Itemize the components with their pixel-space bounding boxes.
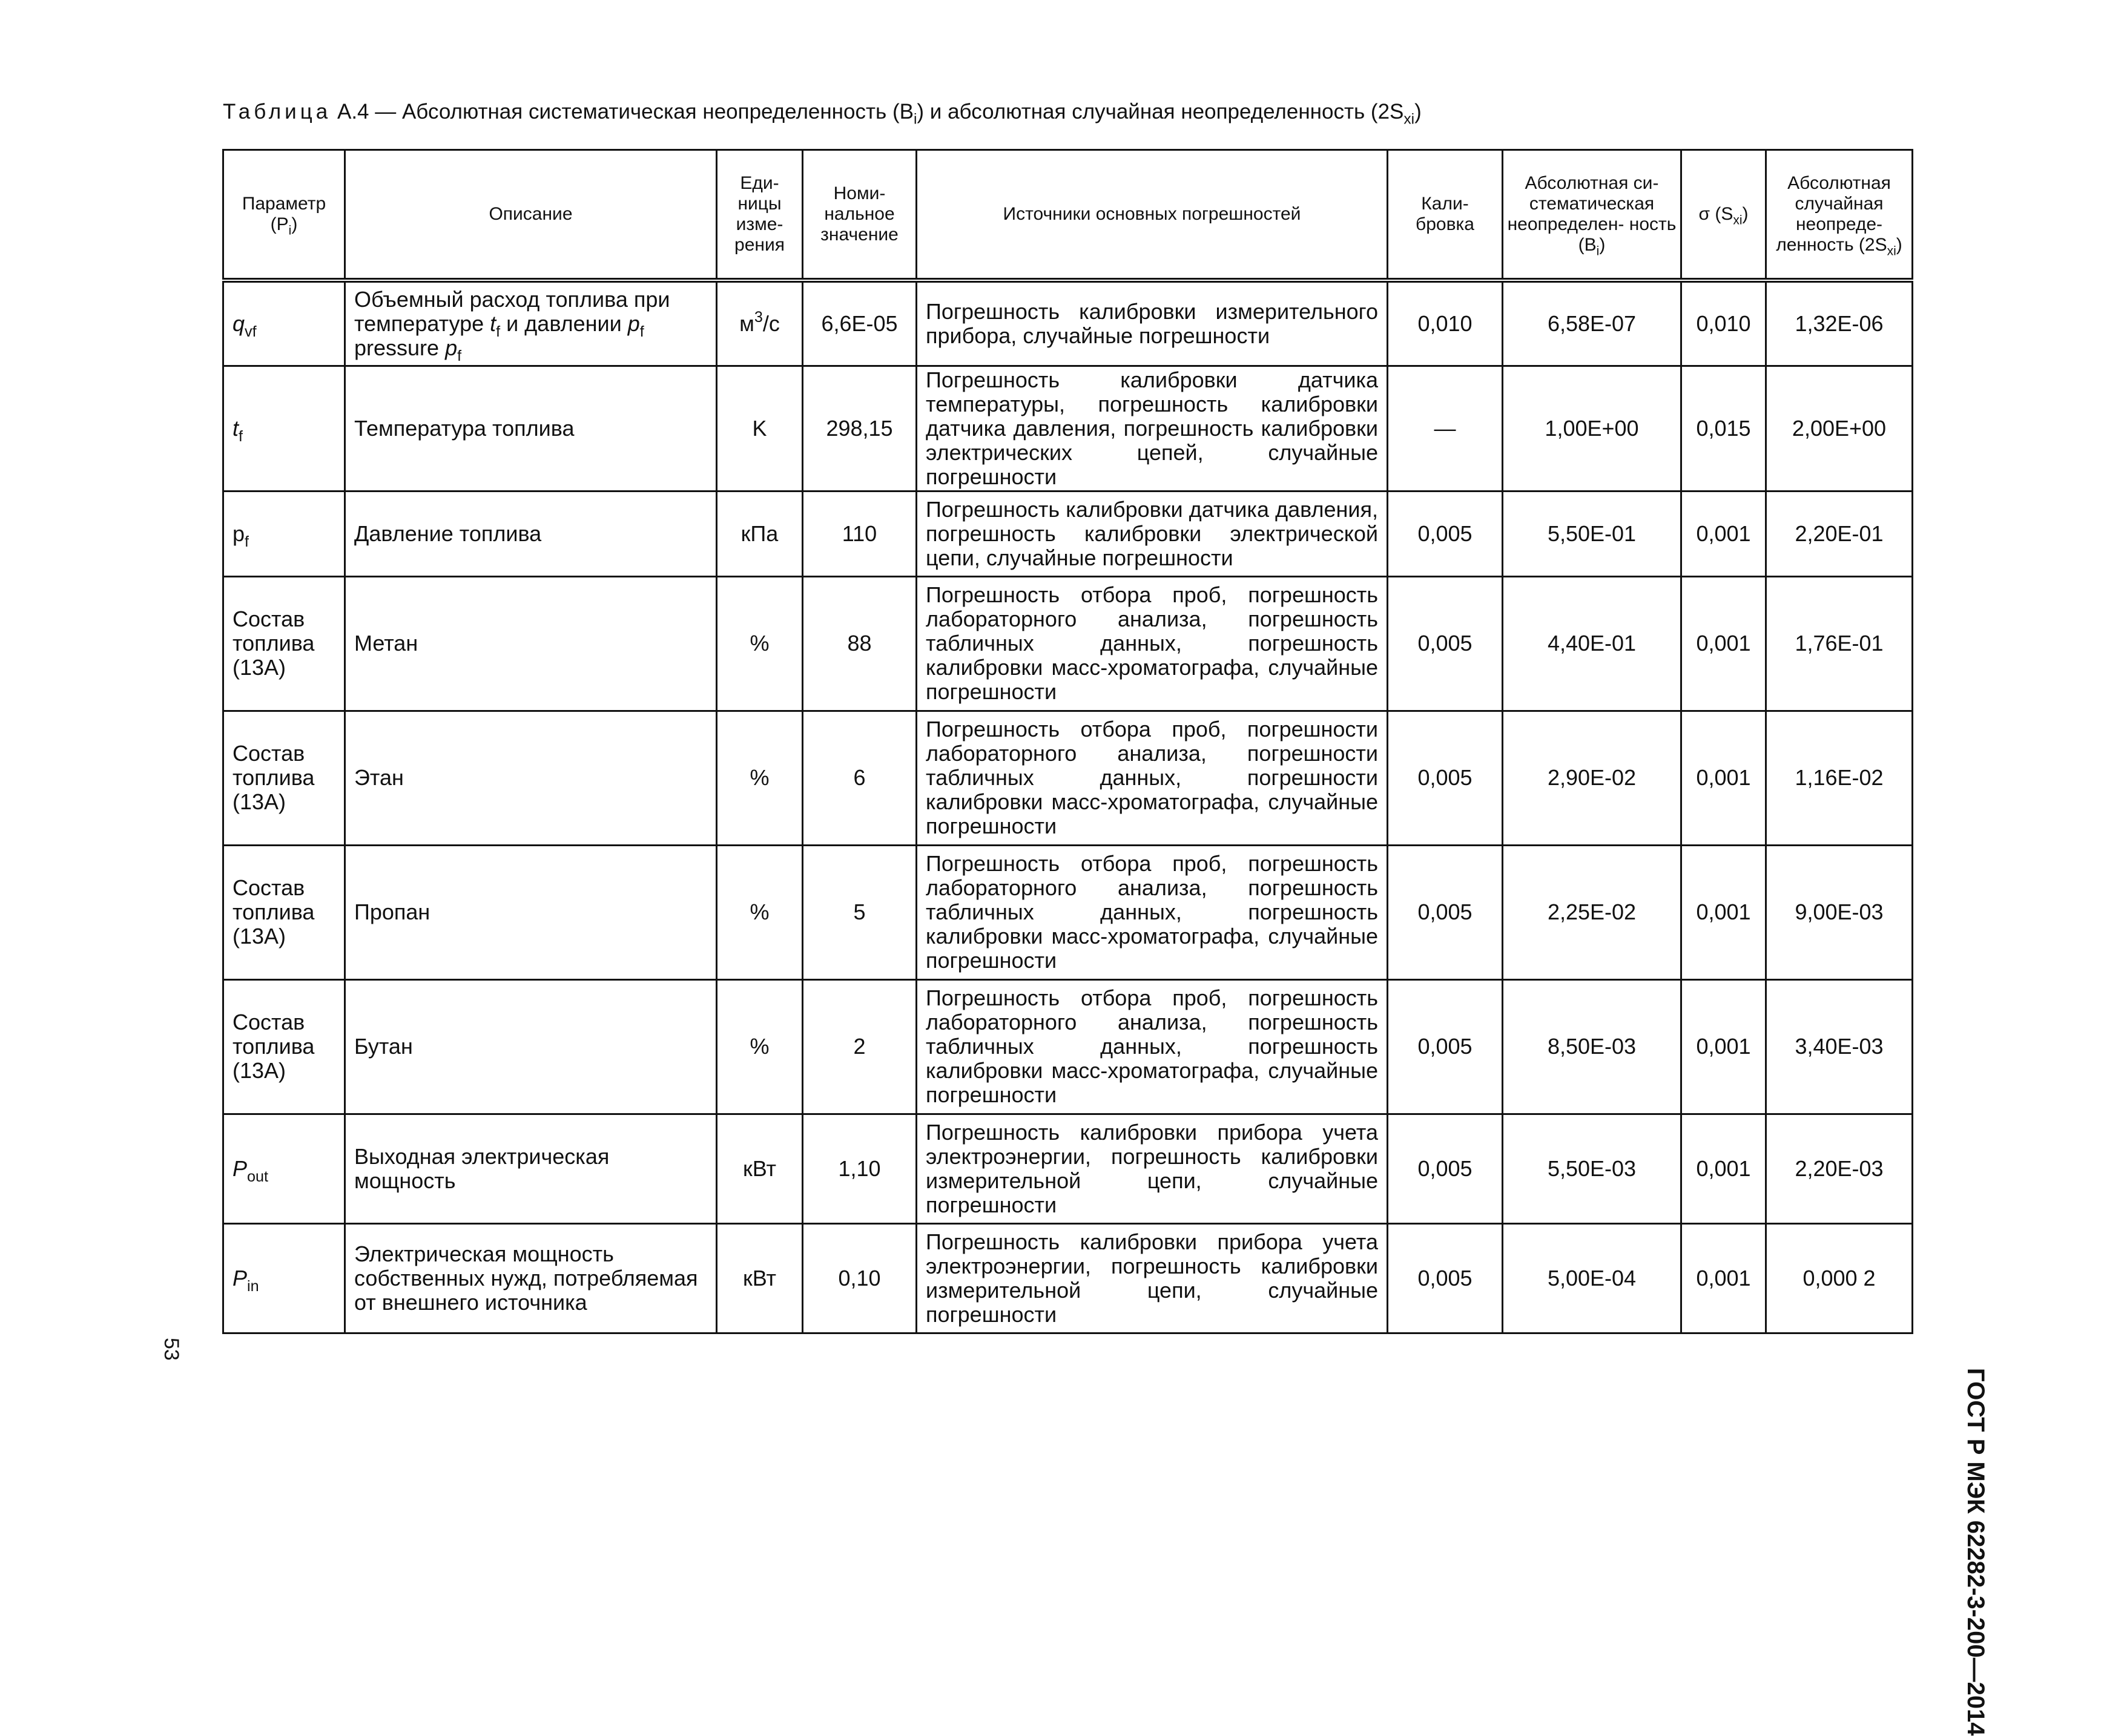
table-row <box>223 711 1913 845</box>
nominal-cell: 88 <box>803 576 917 711</box>
abs-random-cell: 1,16Е-02 <box>1766 711 1913 845</box>
description-cell: Этан <box>345 711 717 845</box>
description-cell: Метан <box>345 576 717 711</box>
nominal-cell: 0,10 <box>803 1223 917 1333</box>
calibration-cell: 0,005 <box>1388 1114 1503 1223</box>
param-cell: Состав топлива (13А) <box>223 845 345 979</box>
description-cell: Температура топлива <box>345 366 717 491</box>
table-row <box>223 576 1913 711</box>
calibration-cell: 0,005 <box>1388 491 1503 576</box>
header-units: Еди- ницы изме- рения <box>717 150 803 281</box>
param-cell: Состав топлива (13А) <box>223 711 345 845</box>
nominal-cell: 6,6Е-05 <box>803 280 917 366</box>
unit-cell: % <box>717 845 803 979</box>
unit-cell: % <box>717 711 803 845</box>
sources-cell: Погрешность отбора проб, погрешность лабораторного анализа, погрешность табличных данных, погрешность калибровки масс-хроматографа, случайные погрешности <box>917 576 1388 711</box>
param-cell: Состав топлива (13А) <box>223 576 345 711</box>
unit-cell: кВт <box>717 1223 803 1333</box>
sigma-cell: 0,010 <box>1681 280 1766 366</box>
header-row <box>223 150 1913 281</box>
description-cell: Бутан <box>345 979 717 1114</box>
unit-cell: K <box>717 366 803 491</box>
sources-cell: Погрешность калибровки датчика давления, погрешность калибровки электрической цепи, случайные погрешности <box>917 491 1388 576</box>
nominal-cell: 1,10 <box>803 1114 917 1223</box>
abs-random-cell: 1,76Е-01 <box>1766 576 1913 711</box>
sigma-cell: 0,001 <box>1681 979 1766 1114</box>
uncertainty-table <box>222 149 1913 1334</box>
calibration-cell: 0,010 <box>1388 280 1503 366</box>
abs-systematic-cell: 2,25Е-02 <box>1503 845 1681 979</box>
sources-cell: Погрешность калибровки прибора учета электроэнергии, погрешность калибровки измерительной цепи, случайные погрешности <box>917 1114 1388 1223</box>
header-abs-systematic: Абсолютная си- стематическая неопределен- ность $(B_i)$ <box>1503 150 1681 281</box>
abs-systematic-cell: 2,90Е-02 <box>1503 711 1681 845</box>
abs-systematic-cell: 6,58Е-07 <box>1503 280 1681 366</box>
nominal-cell: 110 <box>803 491 917 576</box>
table-row <box>223 845 1913 979</box>
sigma-cell: 0,001 <box>1681 576 1766 711</box>
header-sigma: σ $(S_{xi})$ <box>1681 150 1766 281</box>
table-row <box>223 979 1913 1114</box>
unit-cell: % <box>717 576 803 711</box>
param-cell: $p_f$ <box>223 491 345 576</box>
sigma-cell: 0,015 <box>1681 366 1766 491</box>
sigma-cell: 0,001 <box>1681 845 1766 979</box>
abs-systematic-cell: 8,50Е-03 <box>1503 979 1681 1114</box>
table-caption: Таблица А.4 — Абсолютная систематическая неопределенность $(B_i)$ и абсолютная случайная неопределенность $(2S_{xi})$ <box>223 100 1422 128</box>
calibration-cell: 0,005 <box>1388 845 1503 979</box>
header-calibration: Кали- бровка <box>1388 150 1503 281</box>
param-cell: $P_{in}$ <box>223 1223 345 1333</box>
unit-cell: кПа <box>717 491 803 576</box>
abs-systematic-cell: 5,50Е-03 <box>1503 1114 1681 1223</box>
abs-random-cell: 9,00Е-03 <box>1766 845 1913 979</box>
header-sources: Источники основных погрешностей <box>917 150 1388 281</box>
abs-random-cell: 3,40Е-03 <box>1766 979 1913 1114</box>
sources-cell: Погрешность отбора проб, погрешности лабораторного анализа, погрешности табличных данных, погрешности калибровки масс-хроматографа, случайные погрешности <box>917 711 1388 845</box>
table-row <box>223 1223 1913 1333</box>
header-parameter: Параметр $(P_i)$ <box>223 150 345 281</box>
nominal-cell: 5 <box>803 845 917 979</box>
param-cell: Состав топлива (13А) <box>223 979 345 1114</box>
param-cell: $t_f$ <box>223 366 345 491</box>
table-row <box>223 280 1913 366</box>
description-cell: Выходная электрическая мощность <box>345 1114 717 1223</box>
header-abs-random: Абсолютная случайная неопреде- ленность $(2S_{xi})$ <box>1766 150 1913 281</box>
table-row <box>223 1114 1913 1223</box>
abs-random-cell: 2,20Е-01 <box>1766 491 1913 576</box>
calibration-cell: 0,005 <box>1388 711 1503 845</box>
table-row <box>223 366 1913 491</box>
sources-cell: Погрешность отбора проб, погрешность лабораторного анализа, погрешность табличных данных, погрешность калибровки масс-хроматографа, случайные погрешности <box>917 845 1388 979</box>
sigma-cell: 0,001 <box>1681 491 1766 576</box>
abs-systematic-cell: 5,00Е-04 <box>1503 1223 1681 1333</box>
calibration-cell: 0,005 <box>1388 1223 1503 1333</box>
unit-cell: $м^3/с$ <box>717 280 803 366</box>
abs-random-cell: 2,20Е-03 <box>1766 1114 1913 1223</box>
calibration-cell: 0,005 <box>1388 576 1503 711</box>
sources-cell: Погрешность калибровки датчика температуры, погрешность калибровки датчика давления, погрешность калибровки электрических цепей, случайные погрешности <box>917 366 1388 491</box>
sigma-cell: 0,001 <box>1681 1114 1766 1223</box>
caption-text: А.4 — Абсолютная систематическая неопределенность (B <box>337 100 914 123</box>
nominal-cell: 2 <box>803 979 917 1114</box>
sources-cell: Погрешность калибровки измерительного прибора, случайные погрешности <box>917 280 1388 366</box>
description-cell: Давление топлива <box>345 491 717 576</box>
table-row <box>223 491 1913 576</box>
calibration-cell: 0,005 <box>1388 979 1503 1114</box>
unit-cell: % <box>717 979 803 1114</box>
description-cell: Объемный расход топлива при температуре $t_f$ и давлении $p_f$ pressure $p_f$ <box>345 280 717 366</box>
page-number: 53 <box>160 1338 183 1361</box>
abs-random-cell: 1,32Е-06 <box>1766 280 1913 366</box>
nominal-cell: 298,15 <box>803 366 917 491</box>
sigma-cell: 0,001 <box>1681 1223 1766 1333</box>
nominal-cell: 6 <box>803 711 917 845</box>
calibration-cell: — <box>1388 366 1503 491</box>
abs-random-cell: 0,000 2 <box>1766 1223 1913 1333</box>
caption-prefix: Таблица <box>223 100 332 123</box>
sigma-cell: 0,001 <box>1681 711 1766 845</box>
side-document-title: ГОСТ Р МЭК 62282-3-200—2014 <box>1962 1368 1989 1736</box>
param-cell: $P_{out}$ <box>223 1114 345 1223</box>
abs-systematic-cell: 4,40Е-01 <box>1503 576 1681 711</box>
header-nominal: Номи- нальное значение <box>803 150 917 281</box>
header-description: Описание <box>345 150 717 281</box>
sources-cell: Погрешность калибровки прибора учета электроэнергии, погрешность калибровки измерительной цепи, случайные погрешности <box>917 1223 1388 1333</box>
abs-systematic-cell: 1,00Е+00 <box>1503 366 1681 491</box>
param-cell: $q_{vf}$ <box>223 280 345 366</box>
sources-cell: Погрешность отбора проб, погрешность лабораторного анализа, погрешность табличных данных, погрешность калибровки масс-хроматографа, случайные погрешности <box>917 979 1388 1114</box>
description-cell: Электрическая мощность собственных нужд, потребляемая от внешнего источника <box>345 1223 717 1333</box>
abs-random-cell: 2,00Е+00 <box>1766 366 1913 491</box>
description-cell: Пропан <box>345 845 717 979</box>
abs-systematic-cell: 5,50Е-01 <box>1503 491 1681 576</box>
unit-cell: кВт <box>717 1114 803 1223</box>
